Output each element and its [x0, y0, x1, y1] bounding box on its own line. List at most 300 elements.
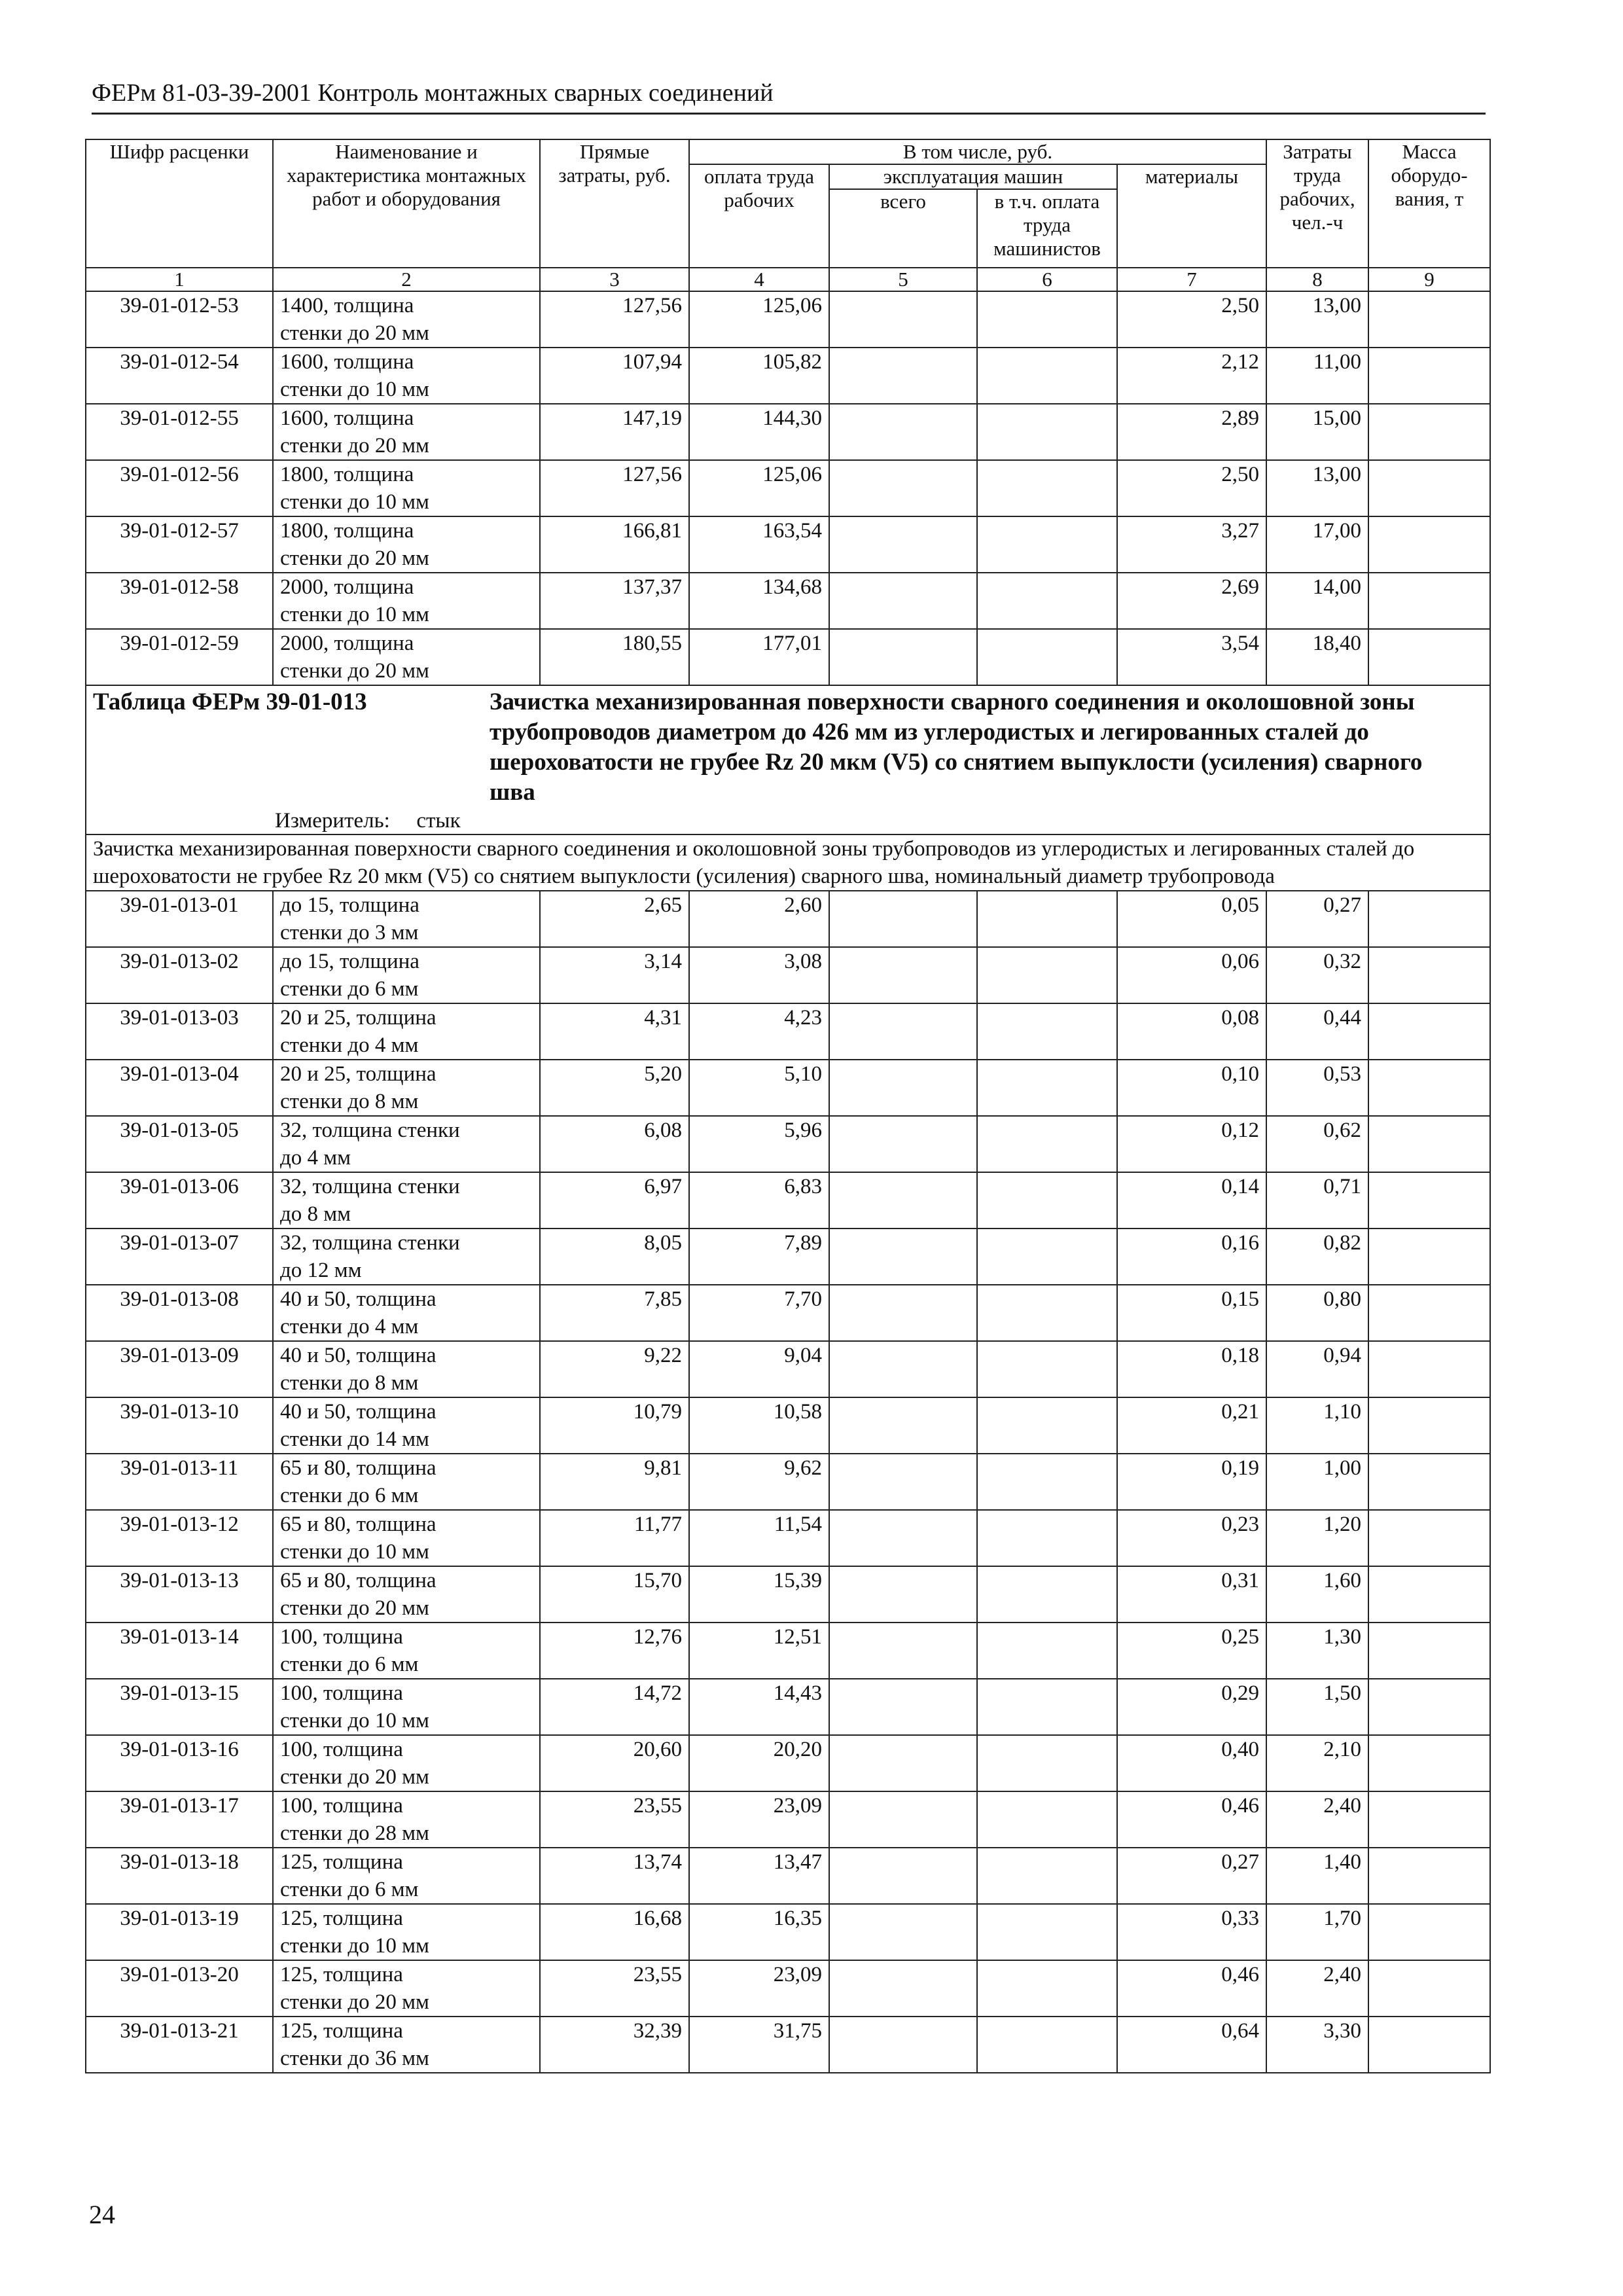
row-code: 39-01-013-08 [86, 1285, 273, 1341]
row-name: 1600, толщина стенки до 10 мм [273, 348, 540, 404]
row-machines-total [829, 1397, 977, 1454]
row-name: 32, толщина стенки до 12 мм [273, 1229, 540, 1285]
row-mass [1368, 1397, 1490, 1454]
table-row [86, 404, 1490, 460]
table-row [86, 2017, 1490, 2073]
row-name: 100, толщина стенки до 6 мм [273, 1623, 540, 1679]
row-direct: 2,65 [540, 891, 689, 947]
row-labor-cost: 2,10 [1266, 1735, 1368, 1791]
row-name: 40 и 50, толщина стенки до 4 мм [273, 1285, 540, 1341]
row-mass [1368, 1566, 1490, 1623]
row-materials: 0,33 [1117, 1904, 1266, 1960]
row-mass [1368, 1172, 1490, 1229]
row-machines-total [829, 1454, 977, 1510]
row-name: 40 и 50, толщина стенки до 8 мм [273, 1341, 540, 1397]
row-machinist-pay [977, 1172, 1117, 1229]
row-direct: 9,81 [540, 1454, 689, 1510]
row-labor-cost: 0,62 [1266, 1116, 1368, 1172]
row-direct: 127,56 [540, 460, 689, 516]
row-labor-pay: 177,01 [689, 629, 829, 685]
row-materials: 0,18 [1117, 1341, 1266, 1397]
row-labor-pay: 2,60 [689, 891, 829, 947]
row-code: 39-01-012-54 [86, 348, 273, 404]
row-labor-cost: 2,40 [1266, 1791, 1368, 1848]
table-row [86, 1397, 1490, 1454]
header-labor-pay: оплата труда рабочих [689, 164, 829, 268]
row-mass [1368, 1510, 1490, 1566]
row-machinist-pay [977, 1397, 1117, 1454]
row-machines-total [829, 1116, 977, 1172]
row-direct: 180,55 [540, 629, 689, 685]
header-machines: эксплуатация машин [829, 164, 1117, 189]
row-machines-total [829, 1623, 977, 1679]
row-labor-cost: 0,44 [1266, 1003, 1368, 1060]
column-numbers-row [86, 268, 1490, 291]
table-row [86, 1735, 1490, 1791]
row-labor-pay: 5,10 [689, 1060, 829, 1116]
row-name: 100, толщина стенки до 28 мм [273, 1791, 540, 1848]
table-body-012 [86, 291, 1490, 685]
row-mass [1368, 629, 1490, 685]
row-mass [1368, 404, 1490, 460]
row-labor-pay: 105,82 [689, 348, 829, 404]
row-code: 39-01-013-16 [86, 1735, 273, 1791]
row-labor-cost: 0,71 [1266, 1172, 1368, 1229]
row-name: 20 и 25, толщина стенки до 4 мм [273, 1003, 540, 1060]
row-materials: 0,46 [1117, 1960, 1266, 2017]
row-machinist-pay [977, 1003, 1117, 1060]
row-labor-pay: 15,39 [689, 1566, 829, 1623]
row-labor-pay: 7,89 [689, 1229, 829, 1285]
row-labor-cost: 3,30 [1266, 2017, 1368, 2073]
row-mass [1368, 1848, 1490, 1904]
row-materials: 0,12 [1117, 1116, 1266, 1172]
row-labor-pay: 14,43 [689, 1679, 829, 1735]
row-machinist-pay [977, 1791, 1117, 1848]
row-code: 39-01-012-59 [86, 629, 273, 685]
row-machinist-pay [977, 1116, 1117, 1172]
row-direct: 20,60 [540, 1735, 689, 1791]
row-mass [1368, 2017, 1490, 2073]
row-machinist-pay [977, 1904, 1117, 1960]
row-labor-cost: 0,82 [1266, 1229, 1368, 1285]
row-direct: 5,20 [540, 1060, 689, 1116]
row-mass [1368, 1285, 1490, 1341]
row-labor-pay: 10,58 [689, 1397, 829, 1454]
row-mass [1368, 573, 1490, 629]
row-labor-pay: 163,54 [689, 516, 829, 573]
row-materials: 0,19 [1117, 1454, 1266, 1510]
row-labor-pay: 7,70 [689, 1285, 829, 1341]
table-row [86, 1679, 1490, 1735]
row-labor-pay: 3,08 [689, 947, 829, 1003]
row-labor-pay: 134,68 [689, 573, 829, 629]
row-labor-cost: 18,40 [1266, 629, 1368, 685]
table-013-description-row [86, 834, 1490, 891]
row-mass [1368, 1791, 1490, 1848]
row-mass [1368, 1341, 1490, 1397]
row-machinist-pay [977, 629, 1117, 685]
row-labor-pay: 5,96 [689, 1116, 829, 1172]
row-direct: 166,81 [540, 516, 689, 573]
row-labor-cost: 1,30 [1266, 1623, 1368, 1679]
header-machines-total: всего [829, 189, 977, 268]
row-materials: 0,08 [1117, 1003, 1266, 1060]
header-direct: Прямые затраты, руб. [540, 139, 689, 268]
row-materials: 2,50 [1117, 460, 1266, 516]
row-materials: 0,27 [1117, 1848, 1266, 1904]
table-body-013 [86, 891, 1490, 2073]
table-row [86, 460, 1490, 516]
unit-value: стык [416, 809, 461, 833]
row-machinist-pay [977, 1848, 1117, 1904]
row-mass [1368, 1116, 1490, 1172]
row-direct: 14,72 [540, 1679, 689, 1735]
row-mass [1368, 516, 1490, 573]
row-code: 39-01-013-13 [86, 1566, 273, 1623]
column-number: 7 [1117, 268, 1266, 291]
row-name: 40 и 50, толщина стенки до 14 мм [273, 1397, 540, 1454]
row-labor-pay: 12,51 [689, 1623, 829, 1679]
row-machines-total [829, 1285, 977, 1341]
table-row [86, 891, 1490, 947]
row-machinist-pay [977, 460, 1117, 516]
row-code: 39-01-012-58 [86, 573, 273, 629]
row-machines-total [829, 1003, 977, 1060]
column-number: 4 [689, 268, 829, 291]
row-labor-pay: 6,83 [689, 1172, 829, 1229]
table-row [86, 1116, 1490, 1172]
header-machinist-pay: в т.ч. оплата труда машинистов [977, 189, 1117, 268]
row-machines-total [829, 1060, 977, 1116]
table-013-title-row [86, 685, 1490, 834]
row-code: 39-01-013-01 [86, 891, 273, 947]
row-name: 65 и 80, толщина стенки до 6 мм [273, 1454, 540, 1510]
row-materials: 2,50 [1117, 291, 1266, 348]
row-mass [1368, 1904, 1490, 1960]
row-machines-total [829, 947, 977, 1003]
row-name: 65 и 80, толщина стенки до 10 мм [273, 1510, 540, 1566]
row-name: 1800, толщина стенки до 20 мм [273, 516, 540, 573]
column-number: 5 [829, 268, 977, 291]
row-machines-total [829, 1341, 977, 1397]
table-row [86, 1454, 1490, 1510]
row-direct: 9,22 [540, 1341, 689, 1397]
row-labor-cost: 1,60 [1266, 1566, 1368, 1623]
header-mass: Масса оборудо-вания, т [1368, 139, 1490, 268]
row-labor-pay: 31,75 [689, 2017, 829, 2073]
row-mass [1368, 348, 1490, 404]
row-code: 39-01-013-04 [86, 1060, 273, 1116]
row-mass [1368, 1735, 1490, 1791]
table-013-unit [86, 808, 1489, 834]
table-row [86, 1623, 1490, 1679]
row-code: 39-01-013-12 [86, 1510, 273, 1566]
table-row [86, 629, 1490, 685]
table-row [86, 1341, 1490, 1397]
table-013-description: Зачистка механизированная поверхности сварного соединения и околошовной зоны трубопроводов из углеродистых и легированных сталей до шероховатости не грубее Rz 20 мкм (V5) со снятием выпуклости (усиления) сварного шва, номинальный диаметр трубопровода [86, 834, 1490, 891]
row-machinist-pay [977, 1060, 1117, 1116]
header-code: Шифр расценки [86, 139, 273, 268]
row-machines-total [829, 629, 977, 685]
row-machinist-pay [977, 404, 1117, 460]
price-table [85, 139, 1491, 2073]
row-materials: 0,29 [1117, 1679, 1266, 1735]
row-machinist-pay [977, 573, 1117, 629]
row-direct: 137,37 [540, 573, 689, 629]
table-013-title: Зачистка механизированная поверхности сварного соединения и околошовной зоны трубопроводов диаметром до 426 мм из углеродистых и легированных сталей до шероховатости не грубее Rz 20 мкм (V5) со снятием выпуклости (усиления) сварного шва [490, 689, 1423, 806]
table-row [86, 1848, 1490, 1904]
row-labor-pay: 23,09 [689, 1960, 829, 2017]
table-row [86, 516, 1490, 573]
row-labor-cost: 0,27 [1266, 891, 1368, 947]
row-labor-pay: 11,54 [689, 1510, 829, 1566]
row-name: до 15, толщина стенки до 3 мм [273, 891, 540, 947]
row-materials: 0,05 [1117, 891, 1266, 947]
row-direct: 6,97 [540, 1172, 689, 1229]
row-labor-pay: 13,47 [689, 1848, 829, 1904]
row-name: 1400, толщина стенки до 20 мм [273, 291, 540, 348]
row-labor-pay: 125,06 [689, 291, 829, 348]
row-machines-total [829, 1566, 977, 1623]
row-materials: 2,12 [1117, 348, 1266, 404]
row-materials: 0,23 [1117, 1510, 1266, 1566]
row-code: 39-01-013-06 [86, 1172, 273, 1229]
row-code: 39-01-012-56 [86, 460, 273, 516]
row-machines-total [829, 460, 977, 516]
row-labor-pay: 16,35 [689, 1904, 829, 1960]
row-mass [1368, 891, 1490, 947]
table-row [86, 1904, 1490, 1960]
page-header: ФЕРм 81-03-39-2001 Контроль монтажных сварных соединений [92, 77, 1486, 115]
row-machinist-pay [977, 516, 1117, 573]
row-materials: 0,21 [1117, 1397, 1266, 1454]
row-code: 39-01-013-14 [86, 1623, 273, 1679]
row-machines-total [829, 348, 977, 404]
row-name: до 15, толщина стенки до 6 мм [273, 947, 540, 1003]
row-code: 39-01-013-15 [86, 1679, 273, 1735]
row-labor-pay: 144,30 [689, 404, 829, 460]
row-name: 125, толщина стенки до 20 мм [273, 1960, 540, 2017]
column-number: 8 [1266, 268, 1368, 291]
row-direct: 8,05 [540, 1229, 689, 1285]
row-direct: 23,55 [540, 1791, 689, 1848]
row-labor-cost: 13,00 [1266, 291, 1368, 348]
table-row [86, 1060, 1490, 1116]
row-direct: 32,39 [540, 2017, 689, 2073]
row-name: 1800, толщина стенки до 10 мм [273, 460, 540, 516]
row-labor-cost: 11,00 [1266, 348, 1368, 404]
row-code: 39-01-013-19 [86, 1904, 273, 1960]
table-row [86, 1229, 1490, 1285]
row-machinist-pay [977, 1960, 1117, 2017]
row-labor-pay: 4,23 [689, 1003, 829, 1060]
row-machines-total [829, 516, 977, 573]
row-materials: 0,40 [1117, 1735, 1266, 1791]
table-row [86, 1003, 1490, 1060]
row-materials: 0,31 [1117, 1566, 1266, 1623]
row-name: 20 и 25, толщина стенки до 8 мм [273, 1060, 540, 1116]
table-row [86, 573, 1490, 629]
row-machines-total [829, 1791, 977, 1848]
row-labor-cost: 15,00 [1266, 404, 1368, 460]
row-machines-total [829, 1679, 977, 1735]
table-row [86, 1566, 1490, 1623]
row-labor-pay: 125,06 [689, 460, 829, 516]
row-code: 39-01-013-11 [86, 1454, 273, 1510]
row-mass [1368, 1679, 1490, 1735]
row-name: 100, толщина стенки до 10 мм [273, 1679, 540, 1735]
row-direct: 15,70 [540, 1566, 689, 1623]
row-materials: 0,06 [1117, 947, 1266, 1003]
row-code: 39-01-013-05 [86, 1116, 273, 1172]
row-mass [1368, 1060, 1490, 1116]
row-machines-total [829, 1172, 977, 1229]
table-row [86, 1960, 1490, 2017]
row-code: 39-01-012-53 [86, 291, 273, 348]
header-incl: В том числе, руб. [689, 139, 1266, 164]
row-labor-cost: 0,53 [1266, 1060, 1368, 1116]
table-row [86, 1510, 1490, 1566]
row-machinist-pay [977, 1285, 1117, 1341]
row-direct: 13,74 [540, 1848, 689, 1904]
header-name: Наименование и характеристика монтажных работ и оборудования [273, 139, 540, 268]
row-mass [1368, 1229, 1490, 1285]
column-number: 9 [1368, 268, 1490, 291]
row-machines-total [829, 1510, 977, 1566]
row-mass [1368, 1003, 1490, 1060]
column-number: 6 [977, 268, 1117, 291]
row-labor-cost: 1,70 [1266, 1904, 1368, 1960]
column-number: 2 [273, 268, 540, 291]
row-code: 39-01-013-09 [86, 1341, 273, 1397]
row-labor-pay: 9,62 [689, 1454, 829, 1510]
row-labor-pay: 20,20 [689, 1735, 829, 1791]
row-machinist-pay [977, 291, 1117, 348]
row-code: 39-01-012-55 [86, 404, 273, 460]
row-materials: 3,27 [1117, 516, 1266, 573]
row-code: 39-01-013-02 [86, 947, 273, 1003]
row-code: 39-01-013-21 [86, 2017, 273, 2073]
row-labor-cost: 17,00 [1266, 516, 1368, 573]
row-machines-total [829, 1904, 977, 1960]
row-mass [1368, 1960, 1490, 2017]
row-name: 125, толщина стенки до 36 мм [273, 2017, 540, 2073]
page-number: 24 [89, 2200, 115, 2229]
row-name: 32, толщина стенки до 8 мм [273, 1172, 540, 1229]
row-machinist-pay [977, 1229, 1117, 1285]
row-materials: 0,16 [1117, 1229, 1266, 1285]
row-materials: 2,69 [1117, 573, 1266, 629]
row-machinist-pay [977, 1341, 1117, 1397]
row-materials: 2,89 [1117, 404, 1266, 460]
row-name: 32, толщина стенки до 4 мм [273, 1116, 540, 1172]
row-name: 2000, толщина стенки до 20 мм [273, 629, 540, 685]
row-mass [1368, 1623, 1490, 1679]
row-labor-cost: 1,50 [1266, 1679, 1368, 1735]
row-machinist-pay [977, 348, 1117, 404]
row-materials: 0,46 [1117, 1791, 1266, 1848]
table-013-section [86, 685, 1490, 891]
table-row [86, 1172, 1490, 1229]
row-machinist-pay [977, 1623, 1117, 1679]
row-materials: 0,14 [1117, 1172, 1266, 1229]
row-machinist-pay [977, 2017, 1117, 2073]
row-direct: 147,19 [540, 404, 689, 460]
header-materials: материалы [1117, 164, 1266, 268]
row-materials: 0,15 [1117, 1285, 1266, 1341]
header-labor-cost: Затраты труда рабочих, чел.-ч [1266, 139, 1368, 268]
row-name: 100, толщина стенки до 20 мм [273, 1735, 540, 1791]
row-labor-cost: 13,00 [1266, 460, 1368, 516]
column-number: 1 [86, 268, 273, 291]
row-materials: 3,54 [1117, 629, 1266, 685]
row-direct: 6,08 [540, 1116, 689, 1172]
row-name: 125, толщина стенки до 6 мм [273, 1848, 540, 1904]
row-machines-total [829, 291, 977, 348]
row-labor-pay: 9,04 [689, 1341, 829, 1397]
table-013-label: Таблица ФЕРм 39-01-013 [93, 689, 367, 715]
row-machines-total [829, 2017, 977, 2073]
row-direct: 12,76 [540, 1623, 689, 1679]
row-machines-total [829, 891, 977, 947]
row-direct: 23,55 [540, 1960, 689, 2017]
row-mass [1368, 1454, 1490, 1510]
row-machines-total [829, 1735, 977, 1791]
row-machinist-pay [977, 1454, 1117, 1510]
row-mass [1368, 947, 1490, 1003]
row-labor-cost: 1,20 [1266, 1510, 1368, 1566]
row-code: 39-01-013-17 [86, 1791, 273, 1848]
row-machines-total [829, 1848, 977, 1904]
table-row [86, 947, 1490, 1003]
row-direct: 4,31 [540, 1003, 689, 1060]
row-machinist-pay [977, 1510, 1117, 1566]
row-machines-total [829, 1229, 977, 1285]
row-direct: 127,56 [540, 291, 689, 348]
row-machinist-pay [977, 1735, 1117, 1791]
row-labor-cost: 1,10 [1266, 1397, 1368, 1454]
row-direct: 10,79 [540, 1397, 689, 1454]
row-materials: 0,64 [1117, 2017, 1266, 2073]
table-header [86, 139, 1490, 291]
row-labor-cost: 0,94 [1266, 1341, 1368, 1397]
table-row [86, 348, 1490, 404]
row-machines-total [829, 404, 977, 460]
row-machinist-pay [977, 1566, 1117, 1623]
row-labor-cost: 0,80 [1266, 1285, 1368, 1341]
row-name: 1600, толщина стенки до 20 мм [273, 404, 540, 460]
unit-label: Измеритель: [275, 809, 390, 833]
row-code: 39-01-013-18 [86, 1848, 273, 1904]
row-machines-total [829, 1960, 977, 2017]
row-labor-cost: 0,32 [1266, 947, 1368, 1003]
row-code: 39-01-012-57 [86, 516, 273, 573]
row-mass [1368, 460, 1490, 516]
row-materials: 0,10 [1117, 1060, 1266, 1116]
row-name: 125, толщина стенки до 10 мм [273, 1904, 540, 1960]
row-labor-cost: 1,40 [1266, 1848, 1368, 1904]
column-number: 3 [540, 268, 689, 291]
row-labor-pay: 23,09 [689, 1791, 829, 1848]
row-code: 39-01-013-20 [86, 1960, 273, 2017]
row-name: 2000, толщина стенки до 10 мм [273, 573, 540, 629]
row-labor-cost: 1,00 [1266, 1454, 1368, 1510]
row-direct: 16,68 [540, 1904, 689, 1960]
row-code: 39-01-013-03 [86, 1003, 273, 1060]
row-machinist-pay [977, 1679, 1117, 1735]
row-code: 39-01-013-10 [86, 1397, 273, 1454]
